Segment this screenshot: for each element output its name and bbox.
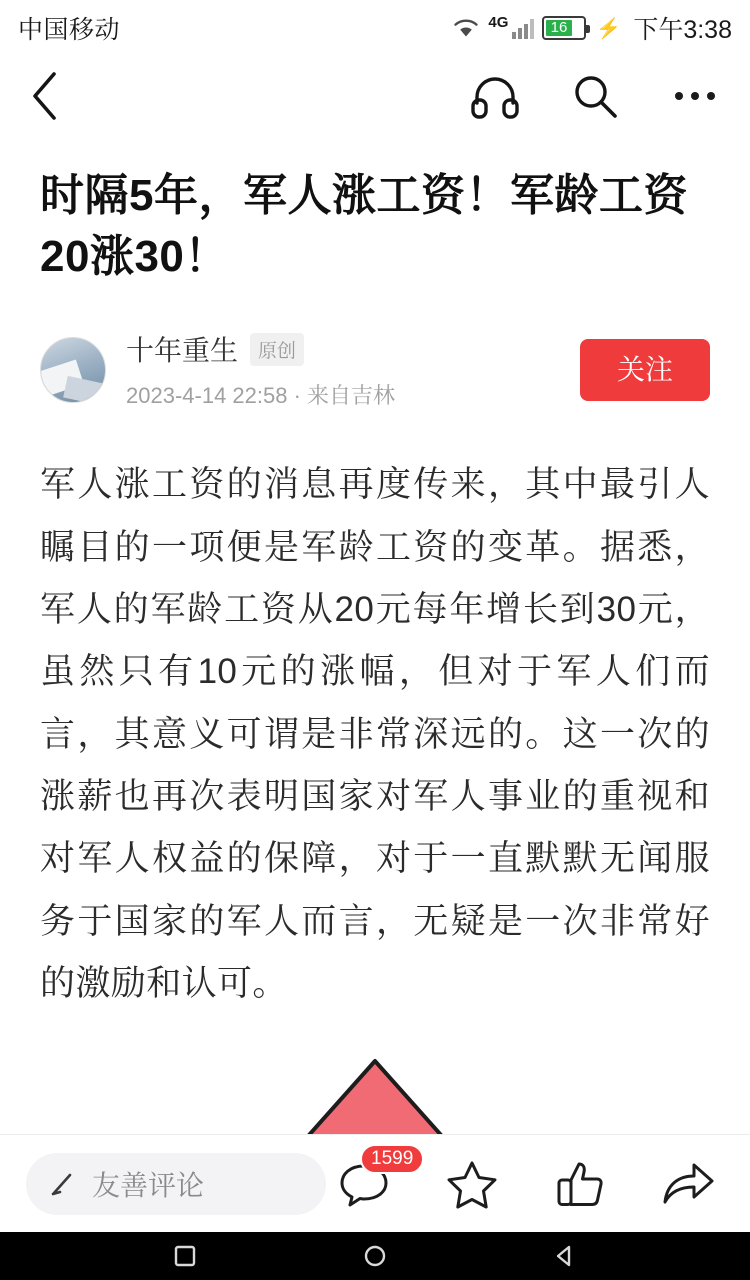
battery-percent-label: 16 xyxy=(546,20,571,36)
author-meta xyxy=(126,329,395,410)
share-button[interactable] xyxy=(660,1156,716,1212)
headphones-icon xyxy=(470,73,520,119)
nav-actions xyxy=(468,69,722,123)
article-image[interactable] xyxy=(40,1043,710,1134)
author-name[interactable]: 十年重生 xyxy=(126,335,239,367)
avatar[interactable] xyxy=(40,337,106,403)
star-icon xyxy=(446,1159,498,1209)
battery-icon xyxy=(542,16,586,40)
author-row xyxy=(40,329,710,410)
more-button[interactable] xyxy=(668,69,722,123)
wifi-icon xyxy=(452,16,480,40)
back-triangle-icon xyxy=(552,1243,578,1269)
pencil-icon xyxy=(48,1169,78,1199)
thumbs-up-icon xyxy=(555,1159,605,1209)
back-button-android[interactable] xyxy=(546,1241,584,1271)
bottom-icons xyxy=(336,1147,724,1212)
article-content xyxy=(0,136,750,1134)
status-bar xyxy=(0,0,750,56)
recents-button[interactable] xyxy=(166,1241,204,1271)
like-button[interactable] xyxy=(552,1156,608,1212)
red-triangle-illustration xyxy=(260,1055,490,1134)
page-title: 时隔5年，军人涨工资！军龄工资20涨30！ xyxy=(40,171,688,281)
original-badge: 原创 xyxy=(250,333,304,366)
search-icon xyxy=(571,72,619,120)
follow-button[interactable]: 关注 xyxy=(580,339,710,401)
share-arrow-icon xyxy=(661,1160,715,1208)
clock-label: 下午3:38 xyxy=(633,16,732,44)
recents-icon xyxy=(172,1243,198,1269)
favorite-button[interactable] xyxy=(444,1156,500,1212)
top-nav-bar xyxy=(0,56,750,136)
comment-placeholder: 友善评论 xyxy=(92,1169,205,1201)
comment-input[interactable] xyxy=(26,1153,326,1215)
search-button[interactable] xyxy=(568,69,622,123)
home-circle-icon xyxy=(362,1243,388,1269)
listen-button[interactable] xyxy=(468,69,522,123)
android-nav-bar xyxy=(0,1232,750,1280)
network-type-label: 4G xyxy=(488,13,509,31)
publish-meta: 2023-4-14 22:58 · 来自吉林 xyxy=(126,383,396,409)
charging-bolt-icon: ⚡ xyxy=(596,17,622,40)
chevron-left-icon xyxy=(28,69,62,123)
more-dots-icon xyxy=(675,92,715,100)
bottom-action-bar xyxy=(0,1134,750,1232)
back-button[interactable] xyxy=(28,68,84,124)
comment-button[interactable] xyxy=(336,1147,414,1212)
article-body: 军人涨工资的消息再度传来，其中最引人瞩目的一项便是军龄工资的变革。据悉，军人的军龄工资从20元每年增长到30元，虽然只有10元的涨幅，但对于军人们而言，其意义可谓是非常深远的。这一次的涨薪也再次表明国家对军人事业的重视和对军人权益的保障，对于一直默默无闻服务于国家的军人而言，无疑是一次非常好的激励和认可。 xyxy=(40,465,710,1003)
status-icons xyxy=(452,10,732,46)
carrier-label: 中国移动 xyxy=(18,16,121,44)
signal-bars-icon xyxy=(512,17,534,39)
author-name-row xyxy=(126,329,395,369)
comment-count-badge: 1599 xyxy=(360,1144,424,1174)
home-button[interactable] xyxy=(356,1241,394,1271)
